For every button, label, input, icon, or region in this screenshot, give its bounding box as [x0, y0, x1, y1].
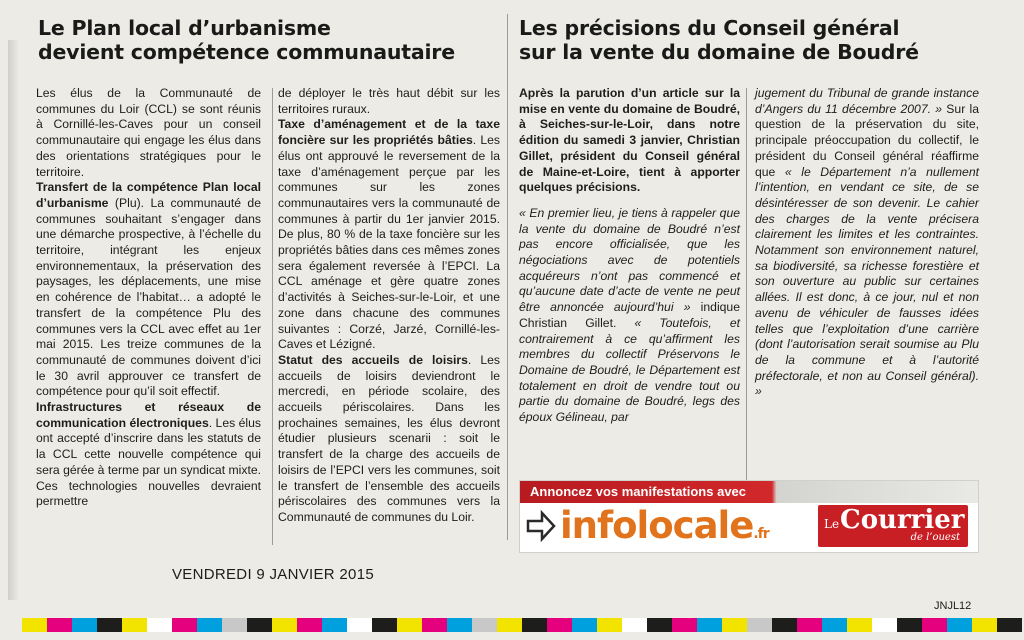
color-swatch [497, 618, 522, 632]
paragraph-text: jugement du Tribunal de grande instance d’Angers du 11 décembre 2007. » [755, 86, 979, 116]
color-swatch [847, 618, 872, 632]
article-paragraph [755, 86, 979, 400]
ad-banner-text: Annoncez vos manifestations avec [520, 481, 978, 503]
color-swatch [797, 618, 822, 632]
color-swatch [597, 618, 622, 632]
color-swatch [897, 618, 922, 632]
article-paragraph [278, 353, 500, 526]
article-paragraph [36, 180, 261, 400]
paragraph-text: « Toutefois, et contrairement à ce qu’affirment les membres du collectif Préservons le Domaine de Boudré, le Département est totalement en droit de vendre tout ou partie du domaine de Boudré, legs des époux Gélineau, par [519, 315, 740, 425]
ad-brand-logo [560, 503, 769, 553]
paragraph-text: Statut des accueils de loisirs [278, 352, 468, 367]
article-lead: Après la parution d’un article sur la mise en vente du domaine de Boudré, à Seiches-sur-le-Loir, dans notre édition du samedi 3 janvier, Christian Gillet, président du Conseil général de Maine-et-Loire, tient à apporter quelques précisions. [519, 86, 740, 195]
color-swatch [547, 618, 572, 632]
color-swatch [997, 618, 1022, 632]
color-swatch [672, 618, 697, 632]
color-swatch [372, 618, 397, 632]
column-divider [507, 14, 508, 540]
logo-subtitle: de l’ouest [910, 532, 960, 543]
color-swatch [772, 618, 797, 632]
color-swatch [197, 618, 222, 632]
paragraph-text: indique Christian Gillet. [519, 300, 740, 330]
color-swatch [872, 618, 897, 632]
paragraph-text: de déployer le très haut débit sur les territoires ruraux. [278, 86, 500, 116]
infolocale-ad [519, 480, 979, 553]
ad-brand-suffix: .fr [753, 526, 769, 542]
paragraph-text: Sur la question de la préservation du site, principale préoccupation du collectif, le président du Conseil général réaffirme que [755, 101, 979, 179]
paragraph-text: (Plu). La communauté de communes souhaitant s’engager dans une démarche prospective, à l’échelle du territoire, intégrant les enjeux environnementaux, la préservation des paysages, les déplacements, une mise en cohérence de l’habitat… a adopté le transfert de la compétence Plu des communes vers la CCL avec effet au 1er mai 2015. Les treize communes de la communauté de communes doivent d’ici le 30 avril approuver ce transfert de compétence pour qu’il soit effectif. [36, 195, 261, 399]
print-color-bar [22, 618, 1022, 632]
color-swatch [722, 618, 747, 632]
color-swatch [97, 618, 122, 632]
paragraph-text: Transfert de la compétence Plan local d’urbanisme [36, 180, 261, 210]
article-column-2 [278, 86, 500, 526]
color-swatch [697, 618, 722, 632]
color-swatch [272, 618, 297, 632]
courier-ouest-logo [818, 505, 968, 547]
color-swatch [447, 618, 472, 632]
color-swatch [422, 618, 447, 632]
article-column-1 [36, 86, 261, 510]
paragraph-text: « le Département n’a nullement l’intention, en vendant ce site, de se désintéresser de son devenir. Le cahier des charges de la vente précisera clairement les limites et les contraintes. Notamment son environnement naturel, sa biodiversité, sa richesse forestière et son ouverture au public sur certaines allées. Il est donc, à ce jour, nul et non avenu de véhiculer de fausses idées telles que l’exploitation d’une carrière (dont l’autorisation serait soumise au Plu de la commune et à l’autorité préfectorale, et non au Conseil général). » [755, 164, 979, 399]
paragraph-text: Infrastructures et réseaux de communication électroniques [36, 400, 261, 430]
color-swatch [172, 618, 197, 632]
color-swatch [322, 618, 347, 632]
arrow-right-icon [526, 509, 556, 543]
color-swatch [72, 618, 97, 632]
right-article-column-2 [755, 86, 979, 400]
color-swatch [47, 618, 72, 632]
color-swatch [972, 618, 997, 632]
paragraph-text: . Les accueils de loisirs deviendront le mercredi, en période scolaire, des accueils périscolaires. Dans les prochaines semaines, les élus devront étudier plusieurs scenarii : soit le transfert de la charge des accueils de loisirs de l’EPCI vers les communes, soit le transfert de l’ensemble des accueils périscolaires des communes vers la Communauté de communes du Loir. [278, 352, 500, 524]
color-swatch [472, 618, 497, 632]
logo-le: Le [824, 517, 840, 531]
color-swatch [147, 618, 172, 632]
logo-courier: Courrier [840, 505, 965, 535]
article-paragraph [36, 400, 261, 510]
page-code: JNJL12 [934, 600, 972, 612]
color-swatch [22, 618, 47, 632]
right-article-column-1 [519, 86, 740, 426]
column-divider [272, 88, 273, 545]
paragraph-text: « En premier lieu, je tiens à rappeler que la vente du domaine de Boudré n’est pas encore officialisée, que les négociations avec de potentiels acquéreurs n’ont pas commencé et qu’aucune date d’acte de vente ne peut être annoncée aujourd’hui » [519, 205, 740, 315]
paragraph-text: Taxe d’aménagement et de la taxe foncière sur les propriétés bâties [278, 117, 500, 148]
paragraph-text: Les élus de la Communauté de communes du Loir (CCL) se sont réunis à Cornillé-les-Caves pour un conseil communautaire qui engage les élus dans des orientations stratégiques pour le territoire. [36, 86, 261, 179]
paragraph-text: . Les élus ont accepté d’inscrire dans les statuts de la CCL cette nouvelle compétence qui sera gérée à terme par un syndicat mixte. Ces technologies nouvelles devraient permettre [36, 415, 261, 509]
color-swatch [297, 618, 322, 632]
issue-date: VENDREDI 9 JANVIER 2015 [172, 566, 374, 583]
color-swatch [522, 618, 547, 632]
color-swatch [347, 618, 372, 632]
column-divider [746, 88, 747, 545]
ad-brand-name: infolocale [560, 504, 754, 547]
paragraph-text: . Les élus ont approuvé le reversement de la taxe d’aménagement perçue par les communes sur les zones communautaires vers la communauté de communes à partir du 1er janvier 2015. De plus, 80 % de la taxe foncière sur les propriétés bâties dans ces mêmes zones sera également reversée à l’EPCI. La CCL aménage et gère quatre zones d’activités à Seiches-sur-le-Loir, et une zone dans chacune des communes suivantes : Corzé, Jarzé, Cornillé-les-Caves et Lézigné. [278, 133, 500, 352]
article-paragraph [278, 86, 500, 117]
color-swatch [222, 618, 247, 632]
article-paragraph [519, 206, 740, 426]
article-paragraph [278, 117, 500, 353]
left-headline: Le Plan local d’urbanisme devient compétence communautaire [38, 16, 455, 64]
color-swatch [747, 618, 772, 632]
color-swatch [122, 618, 147, 632]
right-headline: Les précisions du Conseil général sur la vente du domaine de Boudré [519, 16, 919, 64]
color-swatch [647, 618, 672, 632]
page-edge-shadow [8, 40, 18, 600]
color-swatch [572, 618, 597, 632]
color-swatch [397, 618, 422, 632]
color-swatch [922, 618, 947, 632]
color-swatch [822, 618, 847, 632]
color-swatch [947, 618, 972, 632]
color-swatch [247, 618, 272, 632]
color-swatch [622, 618, 647, 632]
article-paragraph [36, 86, 261, 180]
